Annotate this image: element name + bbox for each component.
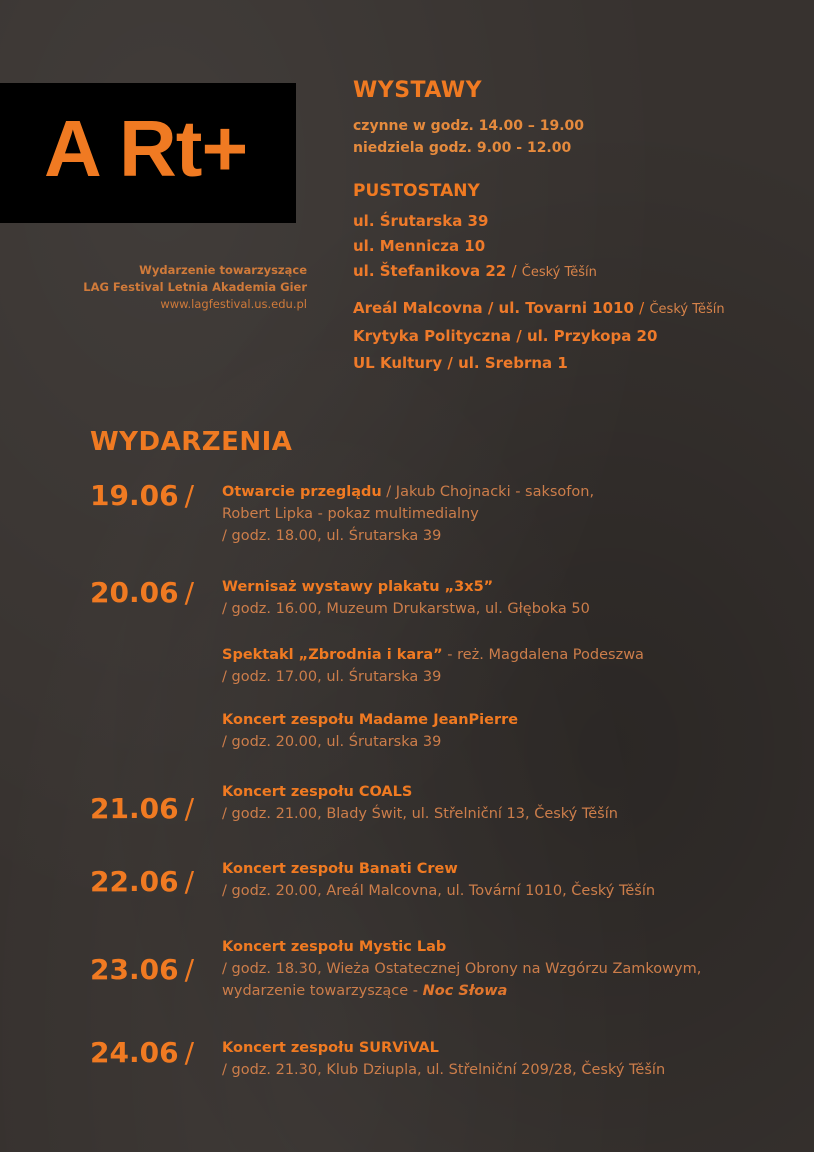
venue-list — [353, 295, 725, 377]
location-item: ul. Štefanikova 22 / Český Těšín — [353, 262, 597, 280]
location-list — [353, 209, 725, 285]
event-title: Wernisaż wystawy plakatu „3x5” — [222, 579, 494, 595]
event-title: Otwarcie przeglądu — [222, 484, 382, 500]
event-item: Wernisaż wystawy plakatu „3x5” / godz. 16.00, Muzeum Drukarstwa, ul. Głęboka 50 — [222, 576, 590, 620]
noc-slowa-emphasis: Noc Słowa — [422, 983, 508, 999]
event-title: Koncert zespołu Mystic Lab — [222, 939, 447, 955]
event-date: 20.06 / — [90, 576, 195, 609]
event-item: Koncert zespołu Mystic Lab / godz. 18.30, Wieża Ostatecznej Obrony na Wzgórzu Zamkowym, wydarzenie towarzyszące - Noc Słowa — [222, 936, 701, 1002]
location-item: ul. Mennicza 10 — [353, 237, 486, 255]
venue-item: Krytyka Polityczna / ul. Przykopa 20 — [353, 327, 658, 345]
event-item: Koncert zespołu COALS / godz. 21.00, Blady Świt, ul. Střelniční 13, Český Těšín — [222, 781, 618, 825]
location-city: Český Těšín — [521, 265, 597, 280]
events-title: WYDARZENIA — [90, 427, 293, 457]
hours-weekday: czynne w godz. 14.00 – 19.00 — [353, 118, 584, 134]
companion-line-1: Wydarzenie towarzyszące — [139, 263, 307, 277]
event-date: 21.06 / — [90, 792, 195, 825]
event-title: Spektakl „Zbrodnia i kara” — [222, 647, 443, 663]
exhibitions-title: WYSTAWY — [353, 78, 483, 103]
event-item: Otwarcie przeglądu / Jakub Chojnacki - saksofon, Robert Lipka - pokaz multimedialny / godz. 18.00, ul. Śrutarska 39 — [222, 484, 595, 544]
hours-sunday: niedziela godz. 9.00 - 12.00 — [353, 140, 572, 156]
pustostany-title: PUSTOSTANY — [353, 181, 480, 201]
event-title: Koncert zespołu Banati Crew — [222, 861, 458, 877]
companion-info — [83, 262, 307, 313]
event-date: 24.06 / — [90, 1036, 195, 1069]
event-title: Koncert zespołu Madame JeanPierre — [222, 712, 519, 728]
event-date: 22.06 / — [90, 865, 195, 898]
exhibition-hours — [353, 115, 725, 159]
event-title: Koncert zespołu COALS — [222, 784, 413, 800]
event-item: Koncert zespołu Banati Crew / godz. 20.00, Areál Malcovna, ul. Tovární 1010, Český Těšín — [222, 858, 655, 902]
venue-city: Český Těšín — [649, 302, 725, 317]
logo-text: A Rt+ — [44, 104, 248, 193]
location-item: ul. Śrutarska 39 — [353, 212, 489, 230]
event-item: Koncert zespołu Madame JeanPierre / godz. 20.00, ul. Śrutarska 39 — [222, 709, 518, 753]
logo-block — [0, 83, 296, 223]
festival-url[interactable]: www.lagfestival.us.edu.pl — [160, 297, 307, 311]
event-title: Koncert zespołu SURViVAL — [222, 1040, 439, 1056]
event-date: 19.06 / — [90, 479, 195, 512]
venue-item: Areál Malcovna / ul. Tovarni 1010 / Český Těšín — [353, 299, 725, 317]
exhibitions-section — [353, 78, 725, 377]
event-item: Koncert zespołu SURViVAL / godz. 21.30, Klub Dziupla, ul. Střelniční 209/28, Český Těšín — [222, 1037, 665, 1081]
event-date: 23.06 / — [90, 953, 195, 986]
companion-line-2: LAG Festival Letnia Akademia Gier — [83, 280, 307, 294]
event-item: Spektakl „Zbrodnia i kara” - reż. Magdalena Podeszwa / godz. 17.00, ul. Śrutarska 39 — [222, 647, 644, 685]
venue-item: UL Kultury / ul. Srebrna 1 — [353, 354, 568, 372]
